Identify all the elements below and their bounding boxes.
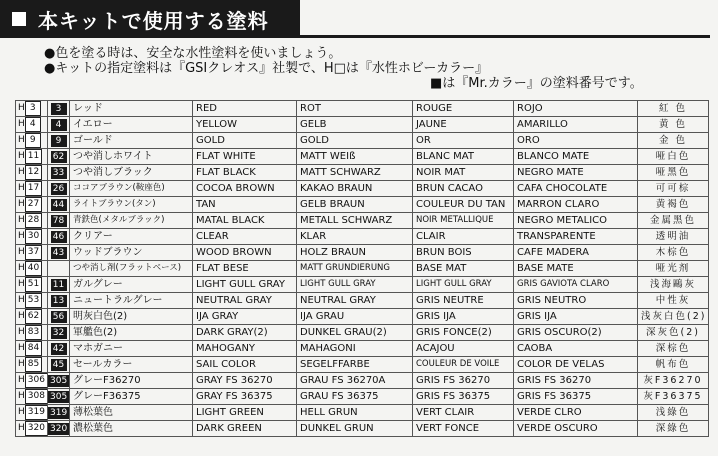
chinese-name: 浅綠色	[638, 405, 709, 421]
english-name: COCOA BROWN	[193, 181, 297, 197]
japanese-name: グレーF36375	[70, 389, 193, 405]
page-title: 本キットで使用する塗料	[38, 8, 269, 33]
japanese-name: イエロー	[70, 117, 193, 133]
spanish-name: NEGRO METALICO	[514, 213, 638, 229]
english-name: FLAT BESE	[193, 261, 297, 277]
french-name: BLANC MAT	[413, 149, 514, 165]
french-name: GRIS IJA	[413, 309, 514, 325]
spanish-name: AMARILLO	[514, 117, 638, 133]
german-name: KLAR	[297, 229, 413, 245]
japanese-name: マホガニー	[70, 341, 193, 357]
chinese-name: 透明油	[638, 229, 709, 245]
table-row	[16, 373, 709, 389]
french-name: CLAIR	[413, 229, 514, 245]
mr-color-cell: 3	[48, 101, 70, 117]
japanese-name: 明灰白色(2)	[70, 309, 193, 325]
hobby-color-cell: H 3	[16, 101, 48, 117]
hobby-color-cell: H 319	[16, 405, 48, 421]
german-name: SEGELFFARBE	[297, 357, 413, 373]
chinese-name: 木棕色	[638, 245, 709, 261]
english-name: GRAY FS 36375	[193, 389, 297, 405]
french-name: ACAJOU	[413, 341, 514, 357]
spanish-name: COLOR DE VELAS	[514, 357, 638, 373]
mr-color-cell: 44	[48, 197, 70, 213]
english-name: LIGHT GULL GRAY	[193, 277, 297, 293]
german-name: DUNKEL GRAU(2)	[297, 325, 413, 341]
table-row	[16, 389, 709, 405]
table-row	[16, 293, 709, 309]
japanese-name: ウッドブラウン	[70, 245, 193, 261]
english-name: WOOD BROWN	[193, 245, 297, 261]
spanish-name: GRIS IJA	[514, 309, 638, 325]
english-name: FLAT BLACK	[193, 165, 297, 181]
chinese-name: 黄褐色	[638, 197, 709, 213]
spanish-name: ROJO	[514, 101, 638, 117]
german-name: NEUTRAL GRAY	[297, 293, 413, 309]
spanish-name: CAFA CHOCOLATE	[514, 181, 638, 197]
mr-color-cell: 78	[48, 213, 70, 229]
japanese-name: 濃松葉色	[70, 421, 193, 437]
german-name: GRAU FS 36375	[297, 389, 413, 405]
english-name: RED	[193, 101, 297, 117]
table-row	[16, 421, 709, 437]
hobby-color-cell: H 11	[16, 149, 48, 165]
german-name: MATT GRUNDIERUNG	[297, 261, 413, 277]
english-name: LIGHT GREEN	[193, 405, 297, 421]
french-name: BASE MAT	[413, 261, 514, 277]
english-name: GRAY FS 36270	[193, 373, 297, 389]
french-name: GRIS NEUTRE	[413, 293, 514, 309]
french-name: GRIS FS 36270	[413, 373, 514, 389]
japanese-name: セールカラー	[70, 357, 193, 373]
japanese-name: ニュートラルグレー	[70, 293, 193, 309]
hobby-color-cell: H 28	[16, 213, 48, 229]
german-name: MAHAGONI	[297, 341, 413, 357]
english-name: GOLD	[193, 133, 297, 149]
japanese-name: つや消しブラック	[70, 165, 193, 181]
hobby-color-cell: H 83	[16, 325, 48, 341]
french-name: GRIS FS 36375	[413, 389, 514, 405]
german-name: LIGHT GULL GRAY	[297, 277, 413, 293]
chinese-name: 金属黑色	[638, 213, 709, 229]
hobby-color-cell: H 85	[16, 357, 48, 373]
mr-color-cell: 9	[48, 133, 70, 149]
german-name: DUNKEL GRUN	[297, 421, 413, 437]
chinese-name: 金 色	[638, 133, 709, 149]
german-name: KAKAO BRAUN	[297, 181, 413, 197]
french-name: JAUNE	[413, 117, 514, 133]
hobby-color-cell: H 37	[16, 245, 48, 261]
japanese-name: 薄松葉色	[70, 405, 193, 421]
chinese-name: 紅 色	[638, 101, 709, 117]
french-name: NOIR MAT	[413, 165, 514, 181]
table-row	[16, 405, 709, 421]
table-row	[16, 165, 709, 181]
table-row	[16, 101, 709, 117]
header-underline	[300, 35, 710, 38]
french-name: BRUN BOIS	[413, 245, 514, 261]
french-name: COULEUR DE VOILE	[413, 357, 514, 373]
german-name: HELL GRUN	[297, 405, 413, 421]
spanish-name: TRANSPARENTE	[514, 229, 638, 245]
japanese-name: レッド	[70, 101, 193, 117]
japanese-name: つや消しホワイト	[70, 149, 193, 165]
table-row	[16, 341, 709, 357]
hobby-color-cell: H 17	[16, 181, 48, 197]
english-name: DARK GREEN	[193, 421, 297, 437]
french-name: VERT FONCE	[413, 421, 514, 437]
mr-color-cell: 4	[48, 117, 70, 133]
mr-color-cell: 45	[48, 357, 70, 373]
hobby-color-cell: H 9	[16, 133, 48, 149]
hobby-color-cell: H 51	[16, 277, 48, 293]
japanese-name: つや消し剤(フラットベース)	[70, 261, 193, 277]
hobby-color-cell: H 320	[16, 421, 48, 437]
german-name: GELB BRAUN	[297, 197, 413, 213]
hobby-color-cell: H 84	[16, 341, 48, 357]
chinese-name: 哑黑色	[638, 165, 709, 181]
german-name: GRAU FS 36270A	[297, 373, 413, 389]
english-name: CLEAR	[193, 229, 297, 245]
french-name: ROUGE	[413, 101, 514, 117]
chinese-name: 黄 色	[638, 117, 709, 133]
note-3: ■は『Mr.カラー』の塗料番号です。	[430, 76, 643, 91]
mr-color-cell: 319	[48, 405, 70, 421]
french-name: GRIS FONCE(2)	[413, 325, 514, 341]
hobby-color-cell: H 27	[16, 197, 48, 213]
hobby-color-cell: H 12	[16, 165, 48, 181]
chinese-name: 深棕色	[638, 341, 709, 357]
english-name: IJA GRAY	[193, 309, 297, 325]
mr-color-cell: 13	[48, 293, 70, 309]
chinese-name: 哑白色	[638, 149, 709, 165]
english-name: MAHOGANY	[193, 341, 297, 357]
chinese-name: 灰F36270	[638, 373, 709, 389]
english-name: SAIL COLOR	[193, 357, 297, 373]
mr-color-cell: 32	[48, 325, 70, 341]
german-name: GOLD	[297, 133, 413, 149]
note-1: ●色を塗る時は、安全な水性塗料を使いましょう。	[44, 46, 342, 61]
chinese-name: 哑光剂	[638, 261, 709, 277]
french-name: NOIR METALLIQUE	[413, 213, 514, 229]
chinese-name: 浅海鷗灰	[638, 277, 709, 293]
spanish-name: BLANCO MATE	[514, 149, 638, 165]
mr-color-cell: 43	[48, 245, 70, 261]
hobby-color-cell: H 62	[16, 309, 48, 325]
spanish-name: CAOBA	[514, 341, 638, 357]
chinese-name: 深綠色	[638, 421, 709, 437]
chinese-name: 中性灰	[638, 293, 709, 309]
french-name: LIGHT GULL GRAY	[413, 277, 514, 293]
spanish-name: ORO	[514, 133, 638, 149]
table-row	[16, 325, 709, 341]
hobby-color-cell: H 30	[16, 229, 48, 245]
paint-table	[15, 100, 709, 437]
table-row	[16, 117, 709, 133]
french-name: OR	[413, 133, 514, 149]
spanish-name: GRIS NEUTRO	[514, 293, 638, 309]
table-row	[16, 357, 709, 373]
table-row	[16, 229, 709, 245]
japanese-name: 軍艦色(2)	[70, 325, 193, 341]
german-name: GELB	[297, 117, 413, 133]
french-name: VERT CLAIR	[413, 405, 514, 421]
japanese-name: ガルグレー	[70, 277, 193, 293]
mr-color-cell: 33	[48, 165, 70, 181]
hobby-color-cell: H 306	[16, 373, 48, 389]
mr-color-cell: 305	[48, 373, 70, 389]
spanish-name: MARRON CLARO	[514, 197, 638, 213]
chinese-name: 可可棕	[638, 181, 709, 197]
english-name: DARK GRAY(2)	[193, 325, 297, 341]
english-name: YELLOW	[193, 117, 297, 133]
table-row	[16, 213, 709, 229]
french-name: BRUN CACAO	[413, 181, 514, 197]
japanese-name: ライトブラウン(タン)	[70, 197, 193, 213]
mr-color-cell: 42	[48, 341, 70, 357]
mr-color-cell: 46	[48, 229, 70, 245]
chinese-name: 深灰色(2)	[638, 325, 709, 341]
mr-color-cell: 56	[48, 309, 70, 325]
table-row	[16, 245, 709, 261]
japanese-name: ココアブラウン(鞍座色)	[70, 181, 193, 197]
spanish-name: GRIS GAVIOTA CLARO	[514, 277, 638, 293]
table-row	[16, 181, 709, 197]
german-name: IJA GRAU	[297, 309, 413, 325]
spanish-name: VERDE CLRO	[514, 405, 638, 421]
note-2: ●キットの指定塗料は『GSIクレオス』社製で、H□は『水性ホビーカラー』	[44, 61, 489, 76]
mr-color-cell: 62	[48, 149, 70, 165]
header-bar	[0, 0, 300, 38]
english-name: TAN	[193, 197, 297, 213]
chinese-name: 帆布色	[638, 357, 709, 373]
table-row	[16, 149, 709, 165]
mr-color-cell: 26	[48, 181, 70, 197]
german-name: ROT	[297, 101, 413, 117]
hobby-color-cell: H 40	[16, 261, 48, 277]
german-name: MATT SCHWARZ	[297, 165, 413, 181]
spanish-name: CAFE MADERA	[514, 245, 638, 261]
mr-color-cell: 11	[48, 277, 70, 293]
japanese-name: グレーF36270	[70, 373, 193, 389]
chinese-name: 浅灰白色(2)	[638, 309, 709, 325]
english-name: MATAL BLACK	[193, 213, 297, 229]
spanish-name: BASE MATE	[514, 261, 638, 277]
mr-color-cell	[48, 261, 70, 277]
french-name: COULEUR DU TAN	[413, 197, 514, 213]
square-bullet-icon	[12, 12, 26, 26]
spanish-name: GRIS OSCURO(2)	[514, 325, 638, 341]
mr-color-cell: 320	[48, 421, 70, 437]
hobby-color-cell: H 4	[16, 117, 48, 133]
spanish-name: NEGRO MATE	[514, 165, 638, 181]
japanese-name: 青鉄色(メタルブラック)	[70, 213, 193, 229]
german-name: MATT WEIß	[297, 149, 413, 165]
hobby-color-cell: H 53	[16, 293, 48, 309]
table-row	[16, 261, 709, 277]
table-row	[16, 197, 709, 213]
notes	[44, 46, 643, 91]
chinese-name: 灰F36375	[638, 389, 709, 405]
hobby-color-cell: H 308	[16, 389, 48, 405]
japanese-name: ゴールド	[70, 133, 193, 149]
german-name: METALL SCHWARZ	[297, 213, 413, 229]
mr-color-cell: 305	[48, 389, 70, 405]
spanish-name: GRIS FS 36270	[514, 373, 638, 389]
english-name: NEUTRAL GRAY	[193, 293, 297, 309]
german-name: HOLZ BRAUN	[297, 245, 413, 261]
table-row	[16, 133, 709, 149]
table-row	[16, 277, 709, 293]
japanese-name: クリアー	[70, 229, 193, 245]
spanish-name: VERDE OSCURO	[514, 421, 638, 437]
english-name: FLAT WHITE	[193, 149, 297, 165]
table-row	[16, 309, 709, 325]
spanish-name: GRIS FS 36375	[514, 389, 638, 405]
